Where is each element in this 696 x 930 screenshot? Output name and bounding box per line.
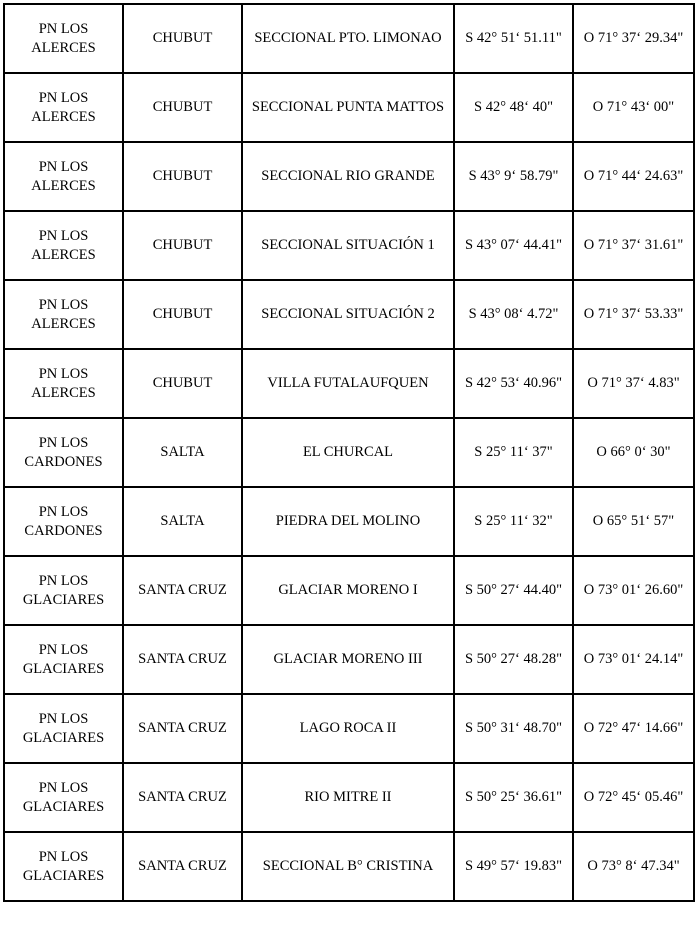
longitude-cell: O 71° 37‘ 53.33" (573, 280, 694, 349)
latitude-cell: S 25° 11‘ 32" (454, 487, 573, 556)
province-cell: SANTA CRUZ (123, 556, 242, 625)
table-row (4, 763, 694, 832)
longitude-cell: O 72° 45‘ 05.46" (573, 763, 694, 832)
site-cell: SECCIONAL PUNTA MATTOS (242, 73, 454, 142)
site-cell: LAGO ROCA II (242, 694, 454, 763)
park-cell: PN LOS CARDONES (4, 487, 123, 556)
latitude-cell: S 43° 08‘ 4.72" (454, 280, 573, 349)
park-cell: PN LOS GLACIARES (4, 625, 123, 694)
province-cell: SANTA CRUZ (123, 832, 242, 901)
province-cell: SALTA (123, 487, 242, 556)
province-cell: SANTA CRUZ (123, 625, 242, 694)
province-cell: SALTA (123, 418, 242, 487)
longitude-cell: O 71° 44‘ 24.63" (573, 142, 694, 211)
longitude-cell: O 71° 43‘ 00" (573, 73, 694, 142)
park-cell: PN LOS ALERCES (4, 211, 123, 280)
longitude-cell: O 65° 51‘ 57" (573, 487, 694, 556)
latitude-cell: S 49° 57‘ 19.83" (454, 832, 573, 901)
table-row (4, 349, 694, 418)
table-row (4, 832, 694, 901)
site-cell: SECCIONAL RIO GRANDE (242, 142, 454, 211)
site-cell: RIO MITRE II (242, 763, 454, 832)
latitude-cell: S 50° 27‘ 48.28" (454, 625, 573, 694)
province-cell: CHUBUT (123, 280, 242, 349)
longitude-cell: O 73° 8‘ 47.34" (573, 832, 694, 901)
table-row (4, 280, 694, 349)
site-cell: EL CHURCAL (242, 418, 454, 487)
latitude-cell: S 50° 27‘ 44.40" (454, 556, 573, 625)
table-row (4, 625, 694, 694)
site-cell: PIEDRA DEL MOLINO (242, 487, 454, 556)
province-cell: CHUBUT (123, 4, 242, 73)
table-row (4, 142, 694, 211)
province-cell: SANTA CRUZ (123, 694, 242, 763)
park-cell: PN LOS ALERCES (4, 4, 123, 73)
latitude-cell: S 42° 53‘ 40.96" (454, 349, 573, 418)
park-cell: PN LOS ALERCES (4, 349, 123, 418)
latitude-cell: S 50° 25‘ 36.61" (454, 763, 573, 832)
site-cell: VILLA FUTALAUFQUEN (242, 349, 454, 418)
latitude-cell: S 43° 07‘ 44.41" (454, 211, 573, 280)
site-cell: SECCIONAL B° CRISTINA (242, 832, 454, 901)
site-cell: GLACIAR MORENO III (242, 625, 454, 694)
park-cell: PN LOS CARDONES (4, 418, 123, 487)
park-cell: PN LOS ALERCES (4, 73, 123, 142)
latitude-cell: S 42° 51‘ 51.11" (454, 4, 573, 73)
province-cell: CHUBUT (123, 211, 242, 280)
park-cell: PN LOS GLACIARES (4, 763, 123, 832)
stations-table (3, 3, 695, 902)
longitude-cell: O 71° 37‘ 29.34" (573, 4, 694, 73)
park-cell: PN LOS GLACIARES (4, 832, 123, 901)
latitude-cell: S 50° 31‘ 48.70" (454, 694, 573, 763)
longitude-cell: O 72° 47‘ 14.66" (573, 694, 694, 763)
site-cell: SECCIONAL SITUACIÓN 2 (242, 280, 454, 349)
longitude-cell: O 71° 37‘ 4.83" (573, 349, 694, 418)
latitude-cell: S 43° 9‘ 58.79" (454, 142, 573, 211)
longitude-cell: O 73° 01‘ 26.60" (573, 556, 694, 625)
latitude-cell: S 42° 48‘ 40" (454, 73, 573, 142)
table-row (4, 556, 694, 625)
table-row (4, 487, 694, 556)
table-row (4, 418, 694, 487)
site-cell: SECCIONAL PTO. LIMONAO (242, 4, 454, 73)
table-row (4, 4, 694, 73)
table-row (4, 73, 694, 142)
province-cell: SANTA CRUZ (123, 763, 242, 832)
table-row (4, 211, 694, 280)
site-cell: SECCIONAL SITUACIÓN 1 (242, 211, 454, 280)
park-cell: PN LOS GLACIARES (4, 556, 123, 625)
park-cell: PN LOS GLACIARES (4, 694, 123, 763)
longitude-cell: O 71° 37‘ 31.61" (573, 211, 694, 280)
latitude-cell: S 25° 11‘ 37" (454, 418, 573, 487)
province-cell: CHUBUT (123, 73, 242, 142)
park-cell: PN LOS ALERCES (4, 280, 123, 349)
longitude-cell: O 66° 0‘ 30" (573, 418, 694, 487)
park-cell: PN LOS ALERCES (4, 142, 123, 211)
province-cell: CHUBUT (123, 349, 242, 418)
site-cell: GLACIAR MORENO I (242, 556, 454, 625)
table-row (4, 694, 694, 763)
longitude-cell: O 73° 01‘ 24.14" (573, 625, 694, 694)
table-body (4, 4, 694, 901)
province-cell: CHUBUT (123, 142, 242, 211)
